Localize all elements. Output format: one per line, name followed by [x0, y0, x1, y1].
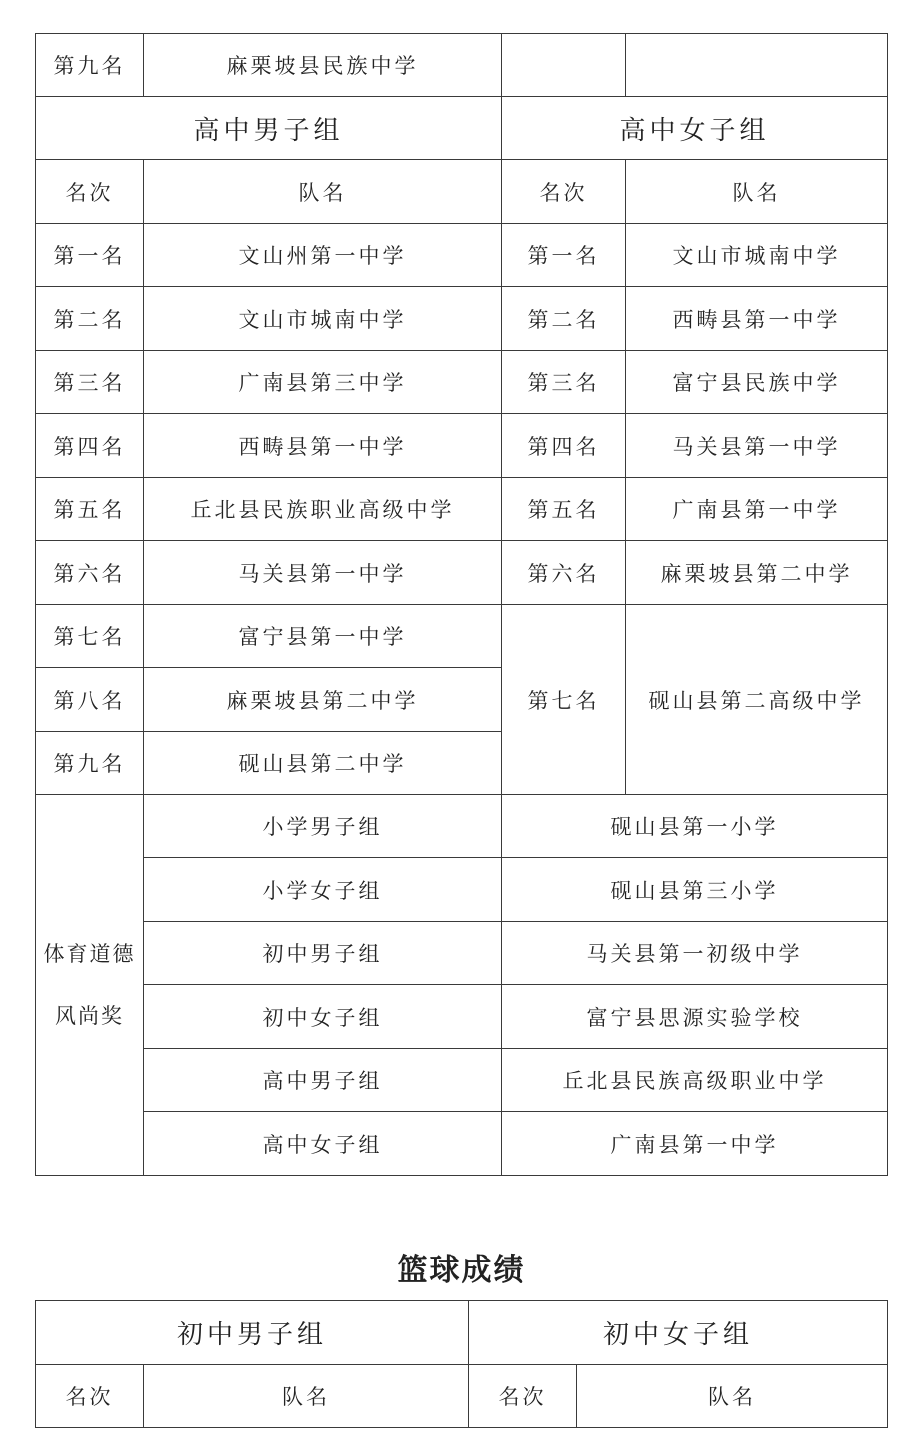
table-row	[36, 922, 888, 985]
junior-boys-header: 初中男子组	[36, 1301, 469, 1365]
team-column-header: 队名	[626, 160, 888, 224]
team-cell: 广南县第三中学	[144, 351, 502, 414]
table-row	[36, 1112, 888, 1176]
rank-column-header: 名次	[469, 1365, 577, 1428]
rank-cell: 第一名	[36, 224, 144, 287]
group-cell: 初中男子组	[144, 922, 502, 985]
team-cell: 麻栗坡县民族中学	[144, 34, 502, 97]
rank-cell: 第二名	[36, 287, 144, 351]
rank-cell: 第九名	[36, 34, 144, 97]
rank-column-header: 名次	[502, 160, 626, 224]
table-row	[36, 224, 888, 287]
column-header-row	[36, 1365, 888, 1428]
sportsmanship-award-label: 体育道德风尚奖	[36, 795, 144, 1176]
table-row	[36, 34, 888, 97]
rank-column-header: 名次	[36, 1365, 144, 1428]
team-cell: 富宁县思源实验学校	[502, 985, 888, 1049]
team-cell: 马关县第一中学	[626, 414, 888, 478]
team-cell	[626, 34, 888, 97]
team-cell: 马关县第一初级中学	[502, 922, 888, 985]
team-column-header: 队名	[144, 160, 502, 224]
team-cell: 马关县第一中学	[144, 541, 502, 605]
team-column-header: 队名	[577, 1365, 888, 1428]
team-cell: 文山州第一中学	[144, 224, 502, 287]
group-cell: 高中女子组	[144, 1112, 502, 1176]
senior-girls-header: 高中女子组	[502, 97, 888, 160]
table-row	[36, 287, 888, 351]
team-cell: 广南县第一中学	[502, 1112, 888, 1176]
team-cell: 西畴县第一中学	[144, 414, 502, 478]
team-cell: 丘北县民族高级职业中学	[502, 1049, 888, 1112]
team-cell: 砚山县第三小学	[502, 858, 888, 922]
rank-column-header: 名次	[36, 160, 144, 224]
team-cell: 砚山县第一小学	[502, 795, 888, 858]
group-header-row	[36, 97, 888, 160]
table-row	[36, 795, 888, 858]
table-row	[36, 541, 888, 605]
team-cell: 文山市城南中学	[626, 224, 888, 287]
group-cell: 小学男子组	[144, 795, 502, 858]
rank-cell: 第二名	[502, 287, 626, 351]
rank-cell: 第六名	[36, 541, 144, 605]
table-row	[36, 414, 888, 478]
basketball-results-title: 篮球成绩	[397, 1253, 526, 1288]
rank-cell: 第八名	[36, 668, 144, 732]
rank-cell: 第一名	[502, 224, 626, 287]
rank-cell: 第九名	[36, 732, 144, 795]
rank-cell: 第三名	[502, 351, 626, 414]
column-header-row	[36, 160, 888, 224]
team-column-header: 队名	[144, 1365, 469, 1428]
group-cell: 小学女子组	[144, 858, 502, 922]
rank-cell: 第七名	[36, 605, 144, 668]
junior-girls-header: 初中女子组	[469, 1301, 888, 1365]
table-row	[36, 858, 888, 922]
team-cell: 西畴县第一中学	[626, 287, 888, 351]
table-row	[36, 985, 888, 1049]
team-cell: 广南县第一中学	[626, 478, 888, 541]
table-row	[36, 1049, 888, 1112]
rank-cell: 第四名	[502, 414, 626, 478]
team-cell: 砚山县第二高级中学	[626, 605, 888, 795]
rank-cell: 第五名	[36, 478, 144, 541]
team-cell: 麻栗坡县第二中学	[144, 668, 502, 732]
rank-cell	[502, 34, 626, 97]
rank-cell: 第三名	[36, 351, 144, 414]
team-cell: 富宁县民族中学	[626, 351, 888, 414]
team-cell: 富宁县第一中学	[144, 605, 502, 668]
table-row	[36, 478, 888, 541]
table-row	[36, 351, 888, 414]
group-header-row	[36, 1301, 888, 1365]
rank-cell: 第五名	[502, 478, 626, 541]
results-table	[35, 33, 888, 1176]
team-cell: 砚山县第二中学	[144, 732, 502, 795]
rank-cell: 第七名	[502, 605, 626, 795]
group-cell: 初中女子组	[144, 985, 502, 1049]
basketball-table	[35, 1300, 888, 1428]
table-row	[36, 605, 888, 668]
team-cell: 文山市城南中学	[144, 287, 502, 351]
rank-cell: 第四名	[36, 414, 144, 478]
team-cell: 麻栗坡县第二中学	[626, 541, 888, 605]
senior-boys-header: 高中男子组	[36, 97, 502, 160]
rank-cell: 第六名	[502, 541, 626, 605]
group-cell: 高中男子组	[144, 1049, 502, 1112]
team-cell: 丘北县民族职业高级中学	[144, 478, 502, 541]
